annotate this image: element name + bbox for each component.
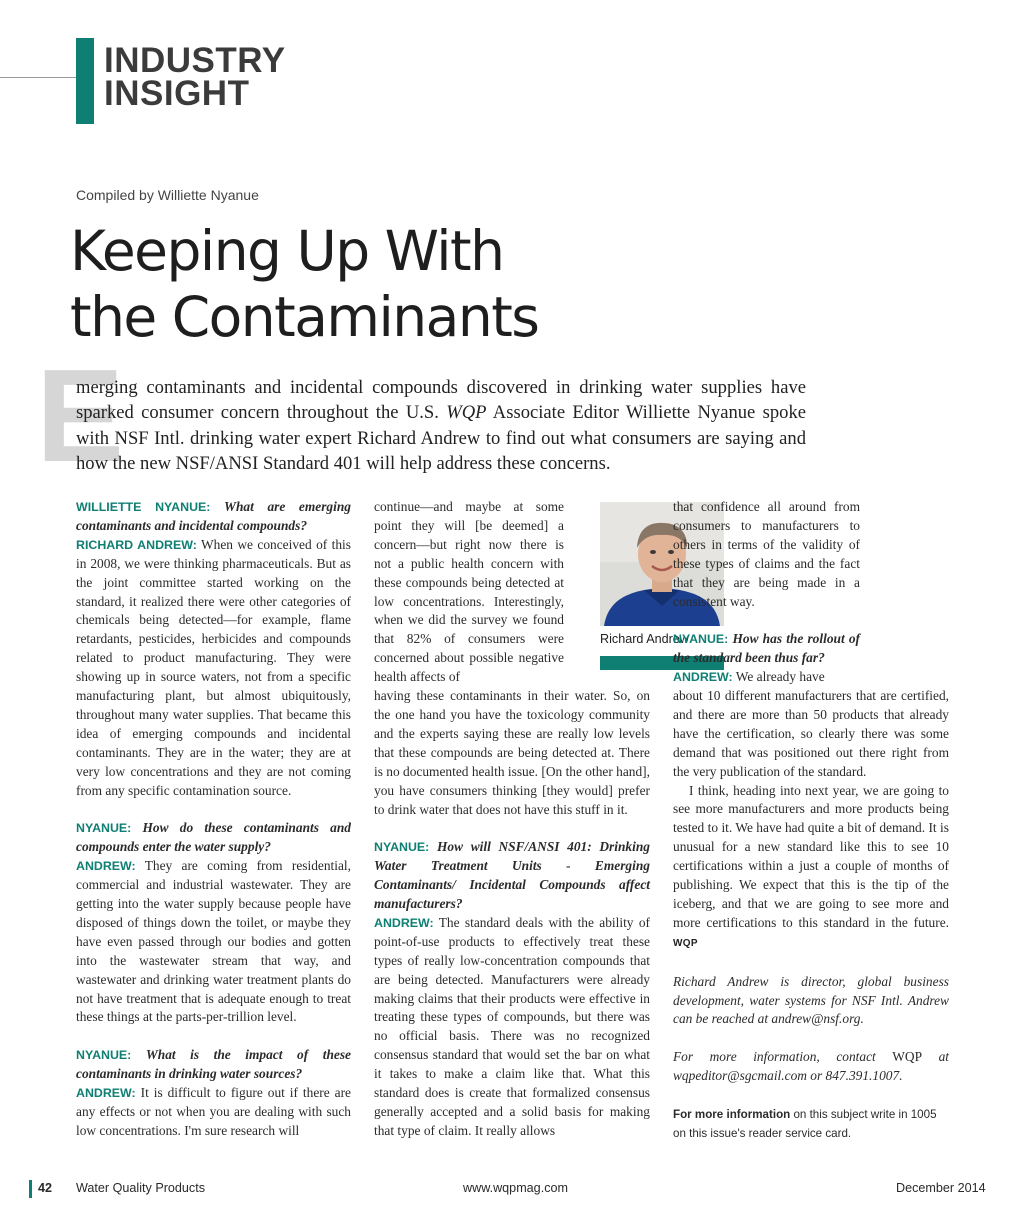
author-bio: Richard Andrew is director, global business development, water systems for NSF Intl. Andrew can be reached at andrew@nsf.org. [673, 973, 949, 1027]
question-1: WILLIETTE NYANUE: What are emerging contaminants and incidental compounds? [76, 499, 351, 533]
website-url: www.wqpmag.com [463, 1181, 568, 1195]
question-2: NYANUE: How do these contaminants and compounds enter the water supply? [76, 820, 351, 855]
contact-info: For more information, contact WQP at wqpeditor@sgcmail.com or 847.391.1007. [673, 1049, 950, 1084]
answer-3: ANDREW: It is difficult to figure out if there are any effects or not when you are dealing with such low concentrations. I'm sure research will [76, 1085, 351, 1138]
section-label: INDUSTRY INSIGHT [104, 41, 286, 113]
photo-caption: Richard Andrew [600, 632, 689, 646]
answer-3-continued: continue—and maybe at some point they will [be deemed] a concern—but right now there is not a public health concern with these compounds being detected at low concentrations. Interestingly, when we did the survey we found that 82% of consumers were concerned about possible negative health affects of [374, 499, 564, 685]
article-column-3 [673, 498, 949, 1143]
answer-5-lead: ANDREW: We already have [673, 669, 825, 685]
answer-5-paragraph-2: I think, heading into next year, we are going to see more manufacturers and more products being tested to it. We have had quite a bit of demand. It is unusual for a new standard like this to see 10 certifications within a just a couple of months of publishing. We expect that this is the tip of the iceberg, and that we are going to see more and more certifications to this standard in the future. WQP [673, 782, 949, 949]
issue-date: December 2014 [896, 1181, 986, 1195]
drop-cap: E [36, 342, 125, 489]
answer-4: ANDREW: The standard deals with the ability of point-of-use products to effectively treat these types of really low-concentration compounds that are being detected. Manufacturers were already making claims that their products were effective in treating these types of compounds, but there was no official basis. There was no recognized consensus standard that would set the bar on what it takes to make a claim like that. What this standard does is create that formalized consensus generally accepted and a solid basis for making that type of claim. It really allows [374, 914, 650, 1138]
article-column-1 [76, 498, 351, 1141]
page-number: 42 [38, 1181, 53, 1195]
article-headline: Keeping Up With the Contaminants [70, 219, 539, 349]
byline: Compiled by Williette Nyanue [76, 187, 259, 203]
article-deck: merging contaminants and incidental compounds discovered in drinking water supplies have sparked consumer concern throughout the U.S. WQP Associate Editor Williette Nyanue spoke with NSF Intl. drinking water expert Richard Andrew to find out what consumers are saying and how the new NSF/ANSI Standard 401 will help address these concerns. [76, 377, 806, 474]
header-rule [0, 77, 78, 78]
answer-4-continued: that confidence all around from consumers to manufacturers to others in terms of the validity of these types of claims and the fact that they are being made in a consistent way. [673, 499, 860, 609]
answer-3-continued-wide: having these contaminants in their water. So, on the one hand you have the toxicology community and the experts saying these are really low levels that these compounds are being detected at. There is no documented health issue. [On the other hand], you have consumers thinking [they would] prefer to drink water that does not have this stuff in it. [374, 688, 650, 817]
question-5: NYANUE: How has the rollout of the standard been thus far? [673, 631, 860, 666]
end-mark: WQP [673, 937, 698, 949]
answer-2: ANDREW: They are coming from residential, commercial and industrial wastewater. They are getting into the water supply because people have disposed of things down the toilet, or maybe they have even passed through our bodies and gotten into the wastewater stream that way, and wastewater and drinking water treatment plants do not have treatment that is adequate enough to treat these things at the parts-per-trillion level. [76, 858, 351, 1025]
footer-accent-bar [29, 1180, 32, 1198]
section-accent-bar [76, 38, 94, 124]
reader-service-note: For more information on this subject write in 1005 on this issue's reader service card. [673, 1107, 937, 1140]
answer-1: RICHARD ANDREW: When we conceived of this in 2008, we were thinking pharmaceuticals. But as the joint committee started working on the standard, it realized there were other categories of chemicals being detected—for example, flame retardants, pesticides, herbicides and compounds related to product manufacturing. They were showing up in source waters, not from a specific manufacturing plant, but almost ubiquitously, throughout many water supplies. That became this idea of emerging compounds and incidental contaminants. They are in the water; they are at very low concentrations and they are not coming from any specific contamination source. [76, 536, 351, 798]
publication-name: Water Quality Products [76, 1181, 206, 1195]
question-4: NYANUE: How will NSF/ANSI 401: Drinking Water Treatment Units - Emerging Contaminants/ Incidental Compounds affect manufacturers? [374, 839, 650, 912]
answer-5: about 10 different manufacturers that are certified, and there are more than 50 products that already have the certification, so clearly there was some demand that was positioned out there right from the very publication of the standard. [673, 688, 949, 779]
question-3: NYANUE: What is the impact of these contaminants in drinking water sources? [76, 1047, 351, 1082]
